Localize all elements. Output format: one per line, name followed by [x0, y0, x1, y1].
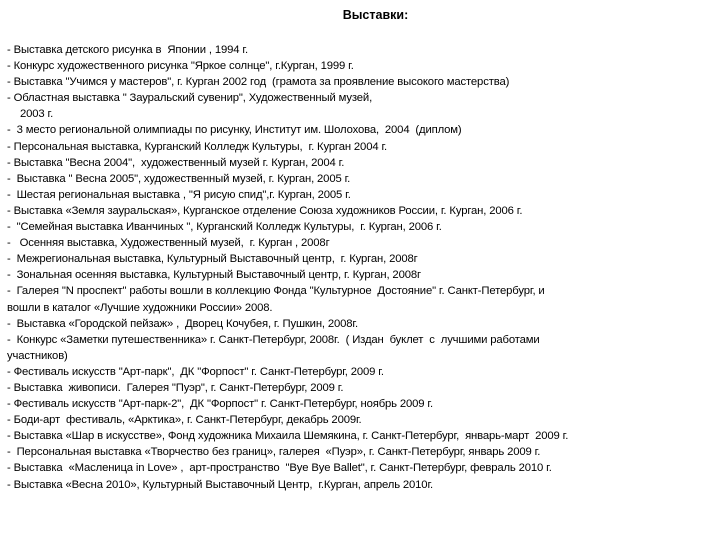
list-item: - "Семейная выставка Иванчиных ", Курганский Колледж Культуры, г. Курган, 2006 г.: [7, 221, 442, 234]
list-item: - Шестая региональная выставка , "Я рисую спид",г. Курган, 2005 г.: [7, 188, 351, 201]
document-title: Выставки:: [342, 8, 409, 22]
list-item: - Осенняя выставка, Художественный музей, г. Курган , 2008г: [7, 237, 330, 250]
list-item: - Персональная выставка «Творчество без границ», галерея «Пуэр», г. Санкт-Петербург, январь 2009 г.: [7, 446, 541, 459]
list-item: - Фестиваль искусств "Арт-парк-2", ДК "Форпост" г. Санкт-Петербург, ноябрь 2009 г.: [7, 398, 433, 411]
list-item: - Выставка детского рисунка в Японии , 1994 г.: [7, 44, 248, 56]
list-item: - Фестиваль искусств "Арт-парк", ДК "Форпост" г. Санкт-Петербург, 2009 г.: [7, 365, 384, 378]
list-item: - Персональная выставка, Курганский Колледж Культуры, г. Курган 2004 г.: [7, 140, 388, 153]
list-item: - Выставка «Городской пейзаж» , Дворец Кочубея, г. Пушкин, 2008г.: [7, 317, 358, 330]
list-item: - Зональная осенняя выставка, Культурный Выставочный центр, г. Курган, 2008г: [7, 269, 421, 282]
list-item: - Выставка «Земля зауральская», Курганское отделение Союза художников России, г. Курган, 2006 г.: [7, 204, 523, 217]
list-item: - 3 место региональной олимпиады по рисунку, Институт им. Шолохова, 2004 (диплом): [7, 124, 462, 137]
list-item: - Выставка "Весна 2004", художественный музей г. Курган, 2004 г.: [7, 156, 345, 169]
list-item: - Выставка живописи. Галерея "Пуэр", г. Санкт-Петербург, 2009 г.: [7, 381, 344, 394]
list-item-continuation: 2003 г.: [14, 108, 54, 121]
list-item: - Конкурс «Заметки путешественника» г. Санкт-Петербург, 2008г. ( Издан буклет с лучшими работами: [7, 333, 540, 346]
list-item: - Выставка «Масленица in Love» , арт-пространство "Bye Bye Ballet", г. Санкт-Петербург, февраль 2010 г.: [7, 462, 552, 475]
list-item-continuation: вошли в каталог «Лучшие художники России» 2008.: [7, 301, 273, 314]
list-item: - Выставка «Шар в искусстве», Фонд художника Михаила Шемякина, г. Санкт-Петербург, январь-март 2009 г.: [7, 430, 569, 443]
exhibitions-list: [7, 42, 714, 493]
list-item-continuation: участников): [7, 349, 68, 362]
list-item: - Выставка " Весна 2005", художественный музей, г. Курган, 2005 г.: [7, 172, 351, 185]
list-item: - Конкурс художественного рисунка "Яркое солнце", г.Курган, 1999 г.: [7, 60, 354, 73]
list-item: - Галерея "N проспект" работы вошли в коллекцию Фонда "Культурное Достояние" г. Санкт-Петербург, и: [7, 285, 545, 298]
list-item: - Областная выставка " Зауральский сувенир", Художественный музей,: [7, 92, 373, 105]
list-item: - Боди-арт фестиваль, «Арктика», г. Санкт-Петербург, декабрь 2009г.: [7, 414, 362, 427]
list-item: - Межрегиональная выставка, Культурный Выставочный центр, г. Курган, 2008г: [7, 253, 418, 266]
list-item: - Выставка «Весна 2010», Культурный Выставочный Центр, г.Курган, апрель 2010г.: [7, 478, 434, 491]
list-item: - Выставка "Учимся у мастеров", г. Курган 2002 год (грамота за проявление высокого мастерства): [7, 76, 510, 89]
